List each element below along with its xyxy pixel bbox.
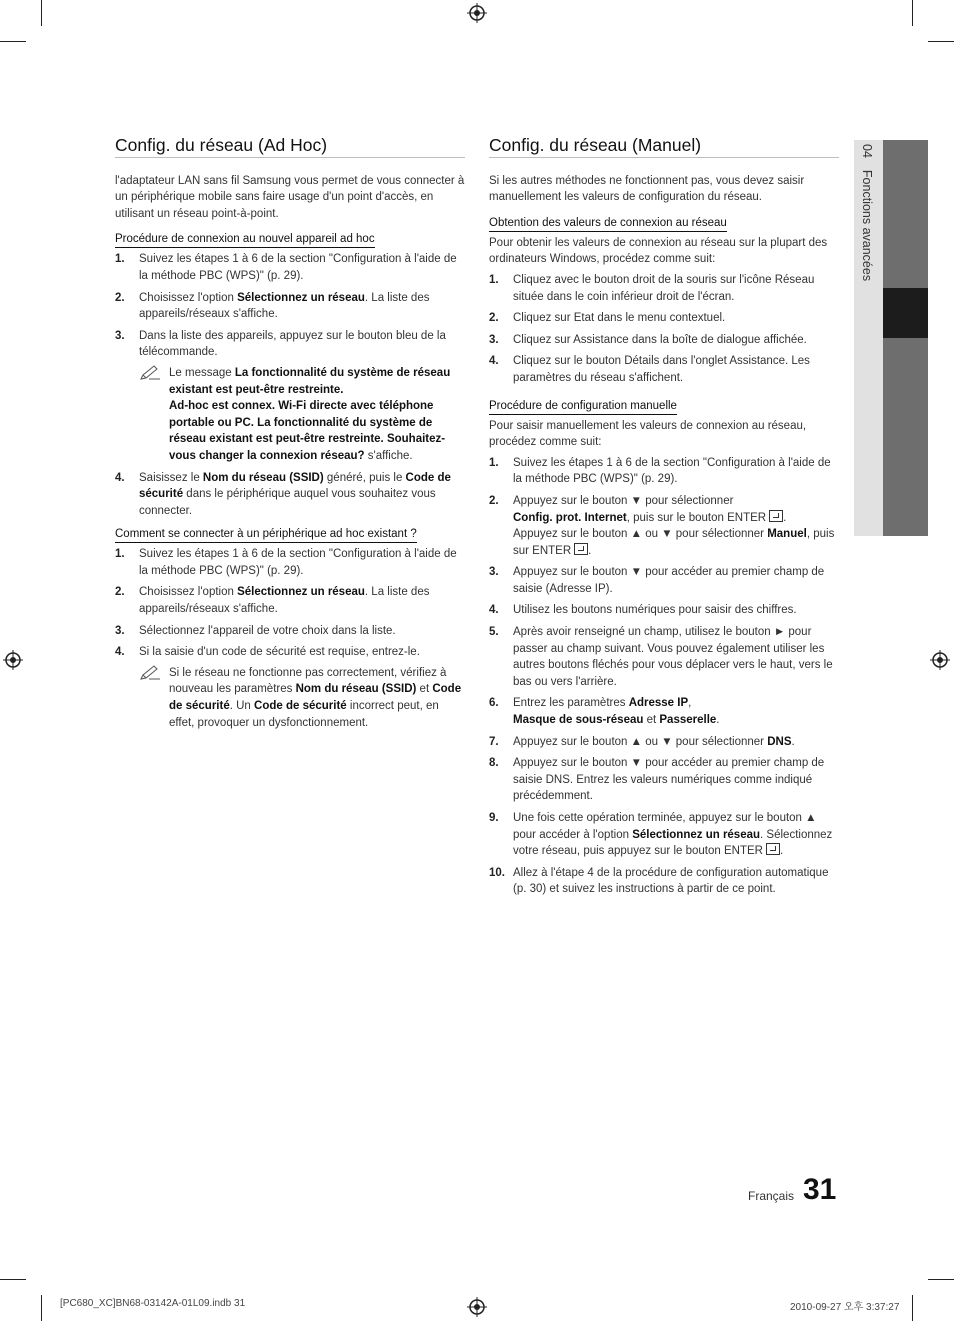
step-text: Saisissez le	[139, 471, 203, 484]
print-file-info: [PC680_XC]BN68-03142A-01L09.indb 31	[60, 1298, 246, 1309]
enter-key-label: ENTER	[723, 845, 763, 858]
step-number: 2.	[115, 291, 125, 304]
pencil-note-icon	[139, 665, 161, 681]
subsection-intro: Pour obtenir les valeurs de connexion au réseau sur la plupart des ordinateurs Windows, procédez comme suit:	[489, 236, 828, 266]
step-text: .	[716, 714, 720, 727]
note-text: Le message	[169, 366, 235, 379]
step-number: 2.	[115, 586, 125, 599]
side-tab-active-block	[883, 288, 928, 338]
step-text: , puis sur	[513, 528, 835, 557]
note-text: et	[416, 683, 433, 696]
step-number: 1.	[115, 548, 125, 561]
step-text: .	[588, 544, 592, 557]
step-text: Appuyez sur le bouton ▲ ou ▼ pour sélectionner	[513, 528, 768, 541]
option-name: Nom du réseau (SSID)	[295, 683, 417, 696]
list-item	[115, 328, 465, 465]
step-number: 6.	[489, 697, 499, 710]
step-number: 3.	[489, 566, 499, 579]
intro-paragraph: Si les autres méthodes ne fonctionnent pas, vous devez saisir manuellement les valeurs de configuration du réseau.	[489, 174, 805, 204]
step-number: 9.	[489, 812, 499, 824]
step-text: Après avoir renseigné un champ, utilisez le bouton ► pour passer au champ suivant. Vous pouvez également utiliser les autres boutons fléchés pour vous déplacer vers le haut, vers le bas ou vers l'arrière.	[513, 626, 833, 688]
step-text: Cliquez sur Assistance dans la boîte de dialogue affichée.	[513, 333, 807, 346]
chapter-title: Fonctions avancées	[860, 169, 874, 282]
step-text: Suivez les étapes 1 à 6 de la section "Configuration à l'aide de la méthode PBC (WPS)" (p. 29).	[139, 548, 457, 577]
registration-mark-icon	[3, 650, 23, 670]
option-name: Nom du réseau (SSID)	[202, 471, 324, 484]
steps-obtain-values	[489, 272, 839, 387]
option-name: Sélectionnez un réseau	[237, 291, 365, 304]
step-text: Cliquez sur Etat dans le menu contextuel.	[513, 312, 726, 325]
list-item	[489, 332, 839, 349]
step-text: Si la saisie d'un code de sécurité est requise, entrez-le.	[139, 646, 420, 659]
note-text: Si le réseau ne fonctionne pas correctement, vérifiez à nouveau les paramètres	[169, 666, 447, 696]
chapter-number: 04	[860, 144, 874, 158]
step-number: 2.	[489, 312, 499, 325]
message-text: La fonctionnalité du système de réseau existant est peut-être restreinte.	[169, 366, 451, 396]
list-item	[489, 310, 839, 327]
list-item	[489, 455, 839, 488]
note-text: s'affiche.	[364, 449, 413, 462]
steps-existing-adhoc	[115, 546, 465, 731]
enter-icon	[766, 843, 780, 855]
crop-mark	[0, 1279, 26, 1280]
crop-mark	[41, 1295, 42, 1321]
right-column	[489, 137, 839, 905]
pencil-note-icon	[139, 365, 161, 381]
step-number: 1.	[115, 253, 125, 266]
step-text: Utilisez les boutons numériques pour saisir des chiffres.	[513, 604, 797, 617]
step-text: Sélectionnez l'appareil de votre choix dans la liste.	[139, 624, 396, 637]
step-number: 7.	[489, 735, 499, 748]
registration-mark-icon	[930, 650, 950, 670]
step-text: Appuyez sur le bouton ▼ pour accéder au premier champ de saisie DNS. Entrez les valeurs numériques comme indiqué précédemment.	[513, 757, 825, 803]
chapter-side-tab	[854, 140, 928, 536]
option-name: Sélectionnez un réseau	[632, 828, 761, 841]
step-text: .	[791, 735, 795, 748]
step-text: dans le périphérique auquel vous souhaitez vous connecter.	[139, 488, 436, 517]
list-item	[489, 493, 839, 559]
registration-mark-icon	[467, 3, 487, 23]
step-text: généré, puis le	[323, 471, 406, 484]
crop-mark	[41, 0, 42, 26]
list-item	[115, 644, 465, 731]
subheading-existing-adhoc: Comment se connecter à un périphérique ad hoc existant ?	[115, 526, 417, 543]
step-text: Appuyez sur le bouton ▲ ou ▼ pour sélectionner	[513, 735, 768, 748]
step-number: 4.	[489, 604, 499, 617]
message-text: Ad-hoc est connex. Wi-Fi directe avec téléphone portable ou PC. La fonctionnalité du système de réseau existant est peut-être restreinte. Souhaitez-vous changer la connexion réseau?	[169, 400, 446, 462]
step-text: , puis sur le bouton	[626, 511, 728, 524]
note-text: incorrect peut, en effet, provoquer un dysfonctionnement.	[169, 700, 439, 729]
list-item	[489, 734, 839, 751]
step-text: Entrez les paramètres	[513, 697, 629, 710]
subheading-obtain-values: Obtention des valeurs de connexion au réseau	[489, 215, 727, 232]
side-tab-block	[883, 140, 928, 288]
step-text: Cliquez avec le bouton droit de la souris sur l'icône Réseau située dans le coin inférieur droit de l'écran.	[513, 273, 815, 303]
step-number: 3.	[115, 624, 125, 637]
list-item	[489, 755, 839, 805]
crop-mark	[928, 1279, 954, 1280]
enter-icon	[769, 510, 783, 522]
step-text: Choisissez l'option	[139, 291, 238, 304]
crop-mark	[912, 0, 913, 26]
step-text: Suivez les étapes 1 à 6 de la section "Configuration à l'aide de la méthode PBC (WPS)" (p. 29).	[139, 253, 457, 282]
step-text: ,	[688, 697, 692, 710]
list-item	[489, 564, 839, 597]
side-tab-block	[883, 338, 928, 536]
side-tab-light-strip	[854, 140, 883, 536]
list-item	[489, 695, 839, 728]
steps-new-adhoc	[115, 251, 465, 519]
step-text: Suivez les étapes 1 à 6 de la section "Configuration à l'aide de la méthode PBC (WPS)" (p. 29).	[513, 456, 831, 486]
section-title-manual: Config. du réseau (Manuel)	[489, 137, 839, 158]
step-number: 5.	[489, 626, 499, 639]
subsection-intro: Pour saisir manuellement les valeurs de connexion au réseau, procédez comme suit:	[489, 419, 807, 449]
step-text: Appuyez sur le bouton ▼ pour sélectionner	[513, 494, 734, 507]
crop-mark	[928, 41, 954, 42]
list-item	[489, 624, 839, 690]
crop-mark	[0, 41, 26, 42]
step-number: 4.	[115, 471, 125, 484]
footer-language: Français	[748, 1189, 795, 1203]
step-text: Dans la liste des appareils, appuyez sur le bouton bleu de la télécommande.	[139, 329, 446, 359]
list-item	[489, 272, 839, 305]
list-item	[115, 546, 465, 579]
list-item	[489, 810, 839, 860]
step-text: Choisissez l'option	[139, 586, 238, 599]
option-name: DNS	[767, 735, 792, 748]
step-number: 3.	[115, 329, 125, 342]
option-name: Sélectionnez un réseau	[237, 586, 365, 599]
step-text: Cliquez sur le bouton Détails dans l'onglet Assistance. Les paramètres du réseau s'affichent.	[513, 355, 810, 384]
print-date-info: 2010-09-27 오후 3:37:27	[790, 1302, 900, 1313]
note	[139, 365, 465, 465]
section-title-adhoc: Config. du réseau (Ad Hoc)	[115, 137, 465, 158]
list-item	[115, 584, 465, 617]
intro-paragraph: l'adaptateur LAN sans fil Samsung vous permet de vous connecter à un périphérique mobile sans faire usage d'un point d'accès, en utilisant un réseau point-à-point.	[115, 174, 465, 220]
step-text: Une fois cette opération terminée, appuyez sur le bouton ▲ pour accéder à l'option	[513, 812, 817, 841]
step-text: . Sélectionnez votre réseau, puis appuyez sur le bouton	[513, 828, 833, 858]
option-name: Code de sécurité	[169, 683, 462, 713]
step-number: 4.	[115, 646, 125, 659]
left-column	[115, 137, 465, 738]
steps-manual-config	[489, 455, 839, 898]
enter-icon	[574, 543, 588, 555]
option-name: Code de sécurité	[254, 700, 347, 713]
option-name: Masque de sous-réseau	[513, 714, 644, 727]
option-name: Manuel	[767, 528, 807, 541]
step-number: 4.	[489, 355, 499, 368]
subheading-new-adhoc: Procédure de connexion au nouvel appareil ad hoc	[115, 231, 375, 248]
step-number: 1.	[489, 456, 499, 469]
step-text: Appuyez sur le bouton ▼ pour accéder au premier champ de saisie (Adresse IP).	[513, 566, 825, 595]
step-number: 10.	[489, 866, 505, 879]
chapter-label	[860, 144, 874, 281]
list-item	[115, 623, 465, 640]
step-number: 3.	[489, 333, 499, 346]
step-text: Allez à l'étape 4 de la procédure de configuration automatique (p. 30) et suivez les instructions à partir de ce point.	[513, 866, 829, 896]
crop-mark	[912, 1295, 913, 1321]
step-text: . La liste des appareils/réseaux s'affiche.	[139, 291, 430, 321]
step-number: 1.	[489, 273, 499, 286]
option-name: Passerelle	[659, 714, 717, 727]
page-number: 31	[803, 1173, 837, 1206]
step-number: 2.	[489, 494, 499, 507]
step-text: et	[643, 714, 660, 727]
step-text: . La liste des appareils/réseaux s'affiche.	[139, 586, 430, 616]
step-text: .	[783, 511, 787, 524]
note-text: . Un	[229, 700, 255, 713]
list-item	[115, 251, 465, 284]
enter-key-label: ENTER	[727, 511, 767, 524]
list-item	[489, 865, 839, 898]
list-item	[489, 602, 839, 619]
list-item	[115, 290, 465, 323]
step-text: .	[779, 845, 784, 858]
registration-mark-icon	[467, 1297, 487, 1317]
list-item	[115, 470, 465, 520]
option-name: Config. prot. Internet	[513, 511, 627, 524]
option-name: Adresse IP	[628, 697, 689, 710]
step-number: 8.	[489, 757, 499, 770]
list-item	[489, 353, 839, 386]
option-name: Code de sécurité	[139, 471, 451, 501]
note	[139, 665, 465, 731]
enter-key-label: ENTER	[532, 544, 572, 557]
subheading-manual-config: Procédure de configuration manuelle	[489, 398, 677, 415]
